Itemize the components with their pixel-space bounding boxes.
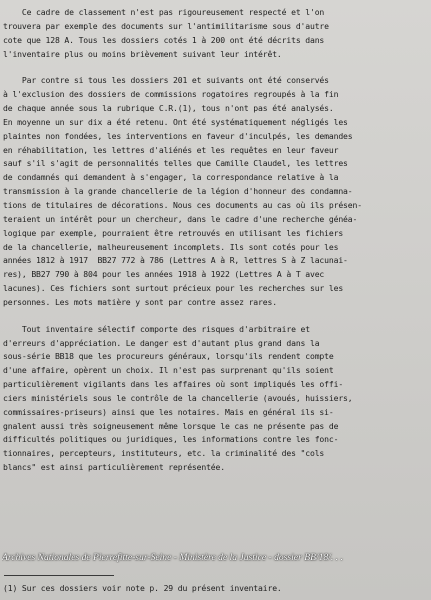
text-line: tions de titulaires de décorations. Nous ces documents au cas où ils présen-	[3, 199, 362, 210]
text-line: En moyenne un sur dix a été retenu. Ont été systématiquement négligés les	[3, 116, 348, 127]
text-line: difficultés politiques ou juridiques, les informations contre les fonc-	[3, 434, 339, 445]
text-line: d'erreurs d'appréciation. Le danger est d'autant plus grand dans la	[3, 337, 320, 348]
footnote-divider	[4, 575, 114, 576]
text-line: Tout inventaire sélectif comporte des risques d'arbitraire et	[3, 323, 310, 334]
text-line: Par contre si tous les dossiers 201 et suivants ont été conservés	[3, 75, 329, 86]
text-line: particulièrement vigilants dans les affaires où sont impliqués les offi-	[3, 379, 344, 390]
text-line: commissaires-priseurs) ainsi que les notaires. Mais en général ils si-	[3, 406, 334, 417]
text-line: lacunes). Ces fichiers sont surtout précieux pour les recherches sur les	[3, 283, 344, 294]
paragraph-1	[3, 6, 427, 61]
text-line: à l'exclusion des dossiers de commissions rogatoires regroupés à la fin	[3, 89, 339, 100]
text-line: ciers ministériels sous le contrôle de la chancellerie (avoués, huissiers,	[3, 392, 353, 403]
text-line: blancs" est ainsi particulièrement représentée.	[3, 462, 225, 473]
paragraph-gap	[3, 310, 427, 323]
text-line: sauf s'il s'agit de personnalités telles que Camille Claudel, les lettres	[3, 158, 348, 169]
text-line: en réhabilitation, les lettres d'aliénés et les requêtes en leur faveur	[3, 144, 339, 155]
text-line: trouvera par exemple des documents sur l'antimilitarisme sous d'autre	[3, 20, 329, 31]
text-line: plaintes non fondées, les interventions en faveur d'inculpés, les demandes	[3, 130, 353, 141]
text-line: sous-série BB18 que les procureurs généraux, lorsqu'ils rendent compte	[3, 351, 334, 362]
text-line: de la chancellerie, malheureusement incomplets. Ils sont cotés pour les	[3, 241, 339, 252]
document-body	[3, 6, 427, 475]
paragraph-2	[3, 74, 427, 309]
text-line: teraient un intérêt pour un chercheur, dans le cadre d'une recherche généa-	[3, 213, 358, 224]
text-line: personnes. Les mots matière y sont par contre assez rares.	[3, 296, 277, 307]
text-line: transmission à la grande chancellerie de la légion d'honneur des condamna-	[3, 186, 353, 197]
text-line: d'une affaire, opèrent un choix. Il n'est pas surprenant qu'ils soient	[3, 365, 334, 376]
text-line: l'inventaire plus ou moins brièvement suivant leur intérêt.	[3, 48, 282, 59]
text-line: gnalent aussi très soigneusement même lorsque le cas ne présente pas de	[3, 420, 339, 431]
paragraph-3	[3, 323, 427, 475]
text-line: logique par exemple, pourraient être retrouvés en utilisant les fichiers	[3, 227, 344, 238]
text-line: tionnaires, percepteurs, instituteurs, etc. la criminalité des "cols	[3, 448, 325, 459]
text-line: Ce cadre de classement n'est pas rigoureusement respecté et l'on	[3, 7, 325, 17]
text-line: années 1812 à 1917 BB27 772 à 786 (Lettres A à R, lettres S à Z lacunai-	[3, 255, 348, 266]
text-line: de condamnés qui demandent à s'engager, la correspondance relative à la	[3, 172, 339, 183]
watermark-caption: Archives Nationales de Pierrefitte-sur-Seine - Ministère de la Justice - dossier BB/18/. . .	[2, 552, 343, 563]
text-line: cote que 128 A. Tous les dossiers cotés 1 à 200 ont été décrits dans	[3, 34, 325, 45]
text-line: de chaque année sous la rubrique C.R.(1), tous n'ont pas été analysés.	[3, 103, 334, 114]
paragraph-gap	[3, 61, 427, 74]
text-line: res), BB27 790 à 804 pour les années 1918 à 1922 (Lettres A à T avec	[3, 269, 325, 280]
footnote: (1) Sur ces dossiers voir note p. 29 du présent inventaire.	[3, 583, 282, 593]
